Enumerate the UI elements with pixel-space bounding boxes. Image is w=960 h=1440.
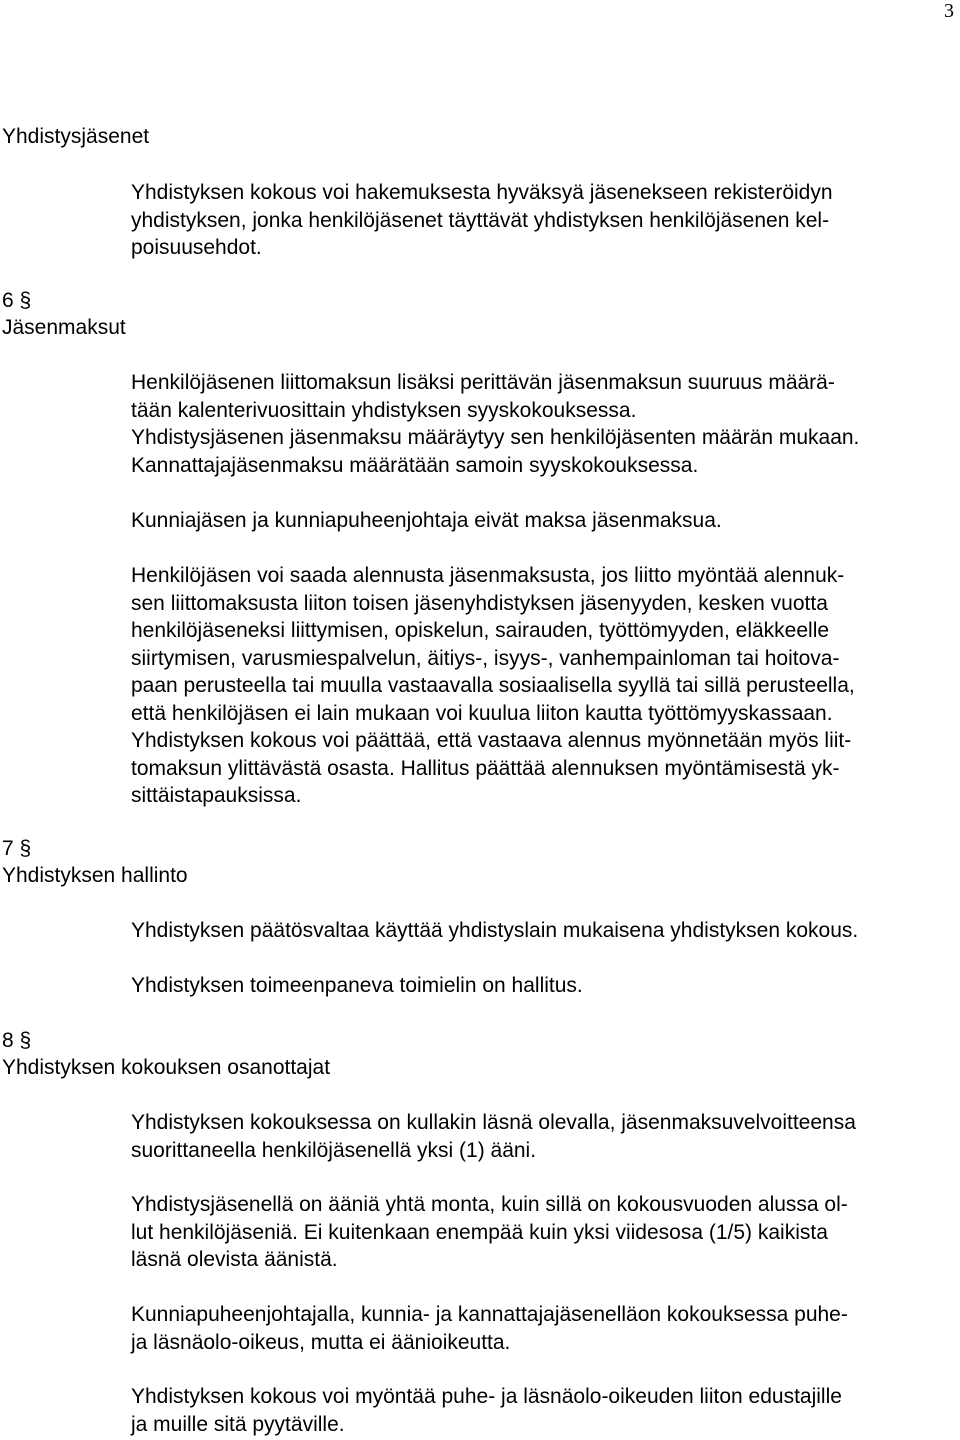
paragraph-line: Kunniapuheenjohtajalla, kunnia- ja kannattajajäsenelläon kokouksessa puhe- [131, 1303, 848, 1326]
paragraph-line: Yhdistyksen päätösvaltaa käyttää yhdistyslain mukaisena yhdistyksen kokous. [131, 919, 859, 942]
paragraph-kunniajasen [131, 507, 960, 535]
paragraph-line: läsnä olevista äänistä. [131, 1248, 338, 1271]
paragraph-line: yhdistyksen, jonka henkilöjäsenet täyttävät yhdistyksen henkilöjäsenen kel- [131, 208, 830, 232]
paragraph-line: henkilöjäseneksi liittymisen, opiskelun, sairauden, työttömyyden, eläkkeelle [131, 619, 830, 642]
paragraph-line: Kunniajäsen ja kunniapuheenjohtaja eivät maksa jäsenmaksua. [131, 509, 722, 532]
section-6-number: 6 § [2, 289, 32, 312]
paragraph-line: sittäistapauksissa. [131, 784, 302, 807]
paragraph-puheoikeus-liiton-edustajat [131, 1383, 960, 1438]
paragraph-aanioikeus-henkilojasen [131, 1109, 960, 1164]
paragraph-line: Yhdistyksen kokouksessa on kullakin läsnä olevalla, jäsenmaksuvelvoitteensa [131, 1111, 856, 1134]
paragraph-line: Henkilöjäsenen liittomaksun lisäksi perittävän jäsenmaksun suuruus määrä- [131, 371, 835, 394]
paragraph-yhdistysjasen-hyvaksyminen [131, 179, 960, 262]
paragraph-line: paan perusteella tai muulla vastaavalla sosiaalisella syyllä tai sillä perusteella, [131, 674, 855, 697]
section-7-number: 7 § [2, 837, 32, 860]
paragraph-jasenmaksun-maaraaminen [131, 369, 960, 479]
section-8-title: Yhdistyksen kokouksen osanottajat [2, 1056, 331, 1079]
paragraph-line: poisuusehdot. [131, 236, 262, 259]
section-8-number: 8 § [2, 1029, 32, 1052]
paragraph-line: että henkilöjäsen ei lain mukaan voi kuulua liiton kautta työttömyyskassaan. [131, 701, 833, 725]
paragraph-line: ja läsnäolo-oikeus, mutta ei äänioikeutta. [131, 1330, 511, 1354]
paragraph-line: Yhdistysjäsenen jäsenmaksu määräytyy sen henkilöjäsenten määrän mukaan. [131, 426, 860, 449]
paragraph-line: tään kalenterivuosittain yhdistyksen syyskokouksessa. [131, 398, 637, 422]
paragraph-line: Yhdistyksen kokous voi päättää, että vastaava alennus myönnetään myös liit- [131, 729, 852, 752]
page-number: 3 [944, 0, 954, 22]
paragraph-line: sen liittomaksusta liiton toisen jäsenyhdistyksen jäsenyyden, kesken vuotta [131, 591, 828, 615]
paragraph-line: siirtymisen, varusmiespalvelun, äitiys-, isyys-, vanhempainloman tai hoitova- [131, 646, 840, 670]
section-6-title: Jäsenmaksut [2, 316, 126, 339]
paragraph-line: lut henkilöjäseniä. Ei kuitenkaan enempää kuin yksi viidesosa (1/5) kaikista [131, 1220, 828, 1244]
paragraph-aanioikeus-yhdistysjasen [131, 1191, 960, 1274]
paragraph-paatosvalta [131, 917, 960, 945]
paragraph-toimeenpaneva-toimielin [131, 972, 960, 1000]
paragraph-line: ja muille sitä pyytäville. [131, 1412, 345, 1436]
heading-yhdistysjasenet: Yhdistysjäsenet [2, 125, 150, 148]
paragraph-puheoikeus-kunniajasenet [131, 1301, 960, 1356]
paragraph-alennus [131, 562, 960, 810]
section-7-title: Yhdistyksen hallinto [2, 864, 188, 887]
paragraph-line: suorittaneella henkilöjäsenellä yksi (1) ääni. [131, 1138, 537, 1162]
paragraph-line: tomaksun ylittävästä osasta. Hallitus päättää alennuksen myöntämisestä yk- [131, 756, 840, 780]
paragraph-line: Yhdistyksen kokous voi myöntää puhe- ja läsnäolo-oikeuden liiton edustajille [131, 1385, 842, 1408]
paragraph-line: Henkilöjäsen voi saada alennusta jäsenmaksusta, jos liitto myöntää alennuk- [131, 564, 845, 587]
paragraph-line: Kannattajajäsenmaksu määrätään samoin syyskokouksessa. [131, 453, 699, 477]
paragraph-line: Yhdistyksen kokous voi hakemuksesta hyväksyä jäsenekseen rekisteröidyn [131, 181, 833, 204]
paragraph-line: Yhdistyksen toimeenpaneva toimielin on hallitus. [131, 974, 583, 997]
paragraph-line: Yhdistysjäsenellä on ääniä yhtä monta, kuin sillä on kokousvuoden alussa ol- [131, 1193, 848, 1216]
